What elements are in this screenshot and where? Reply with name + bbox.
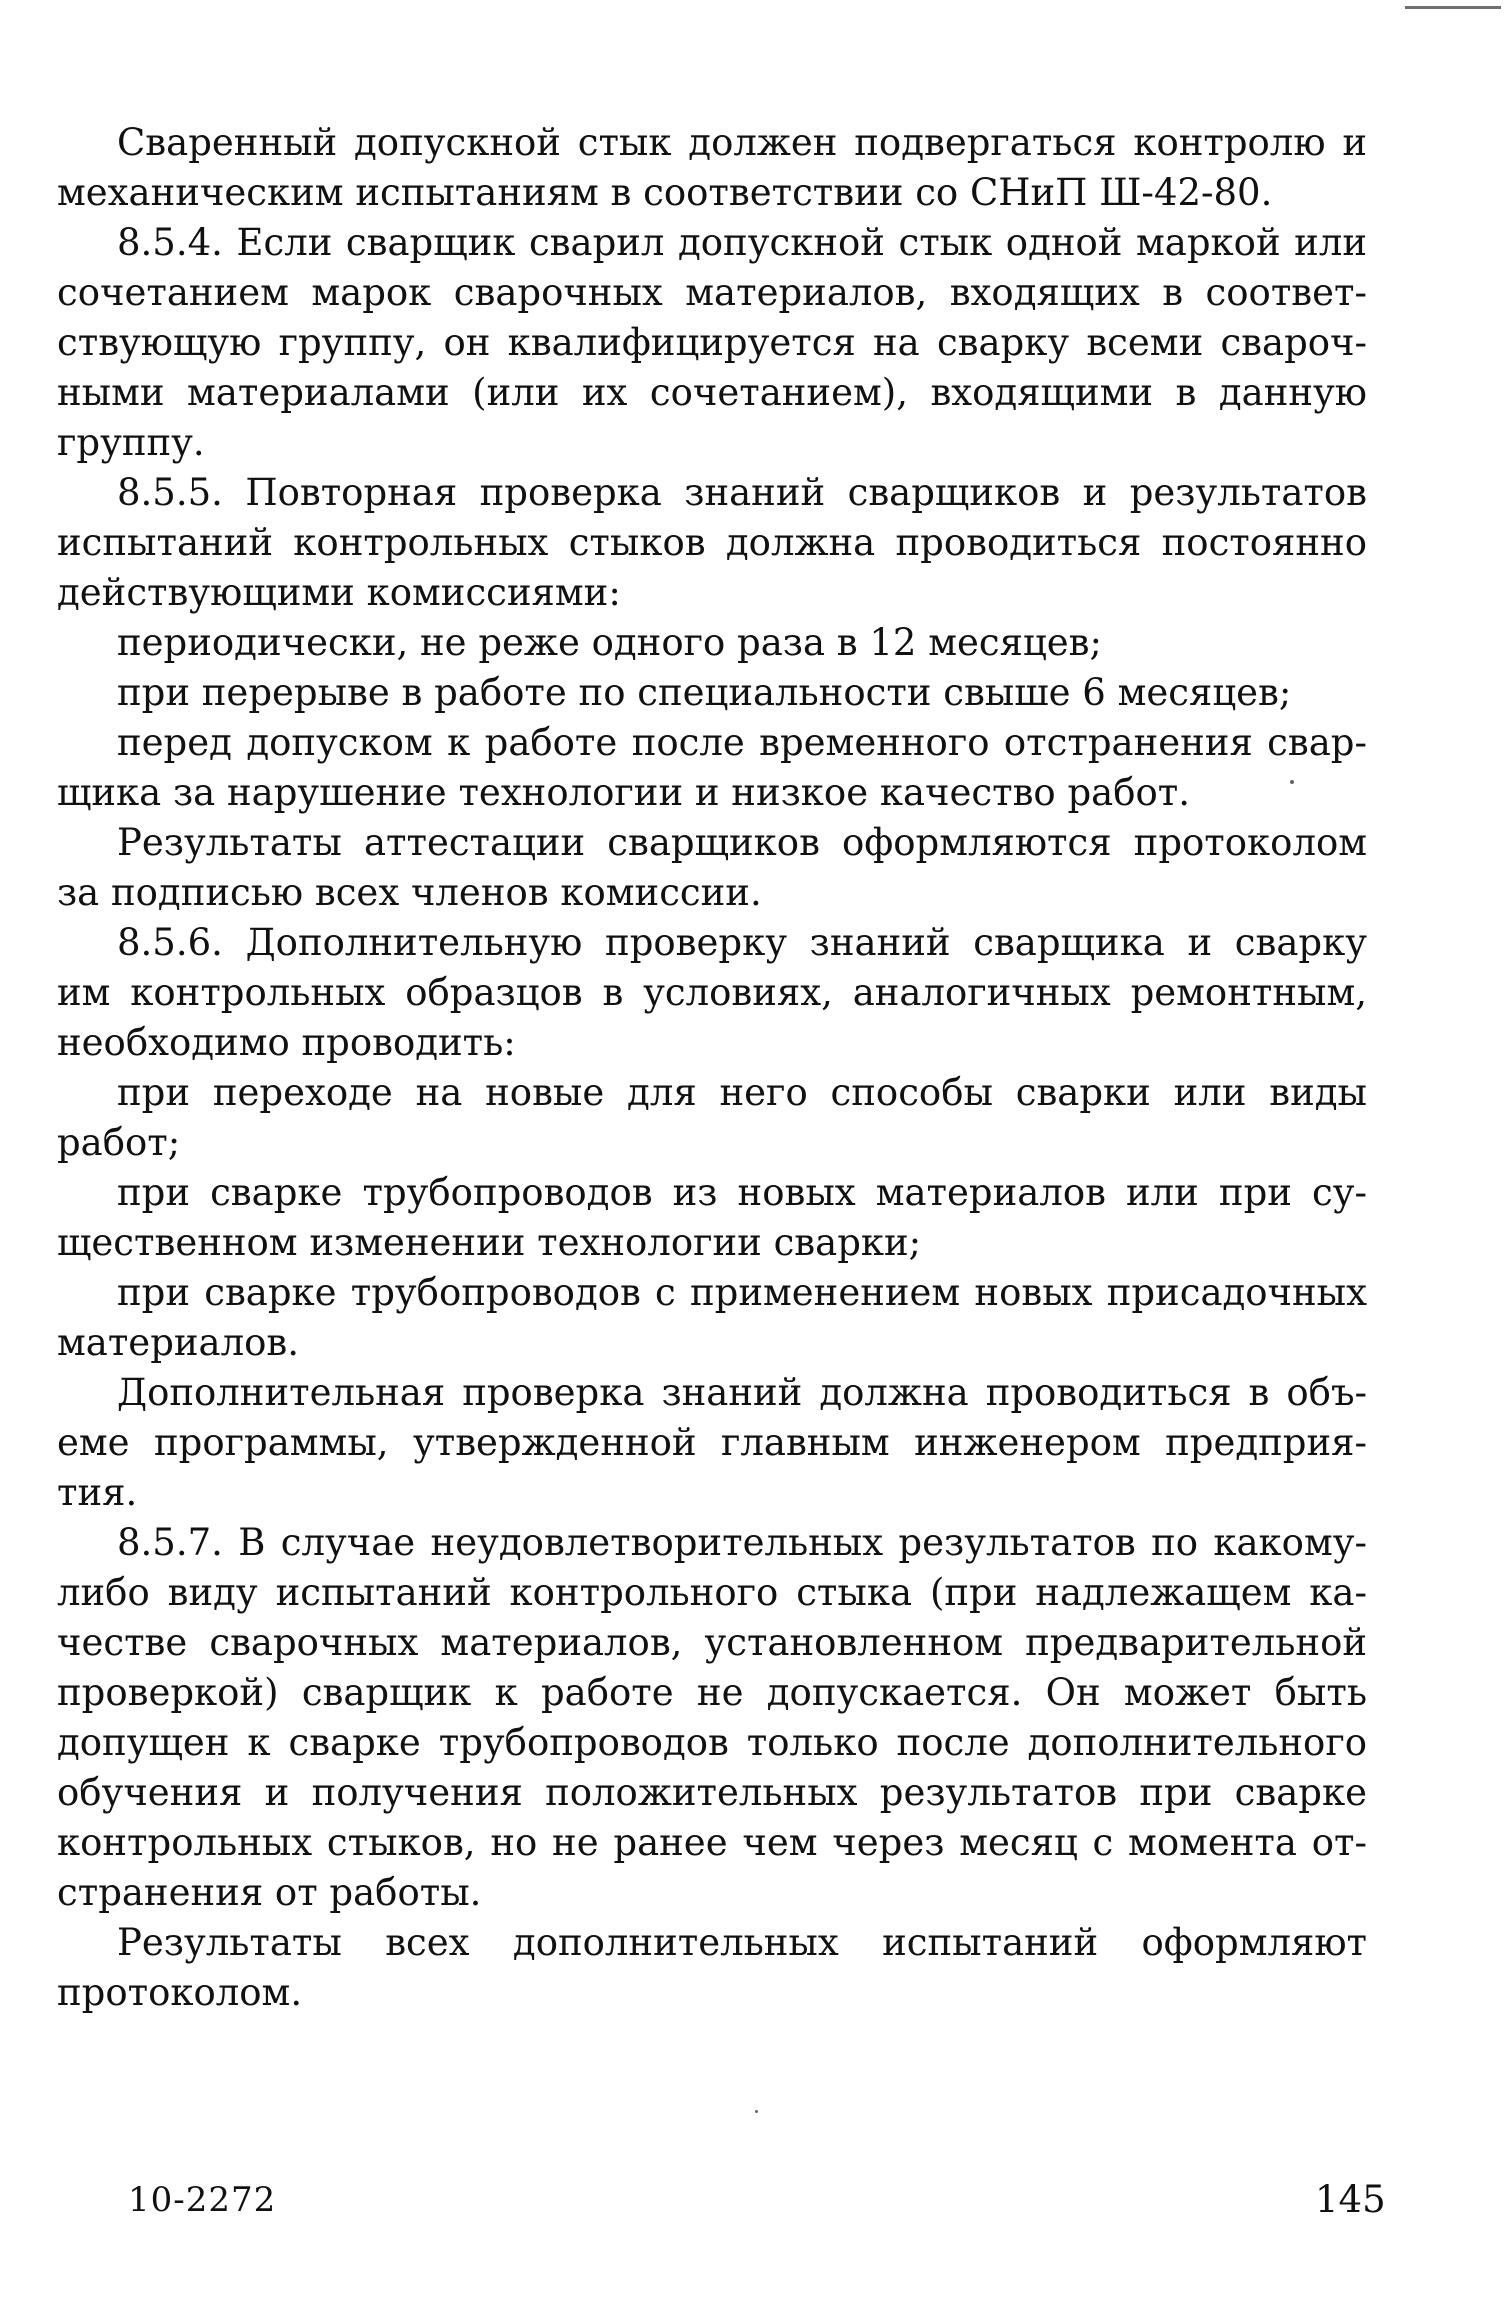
page-body-text	[57, 118, 1367, 2018]
text-line: либо виду испытаний контрольного стыка (при надлежащем ка-	[57, 1571, 1367, 1614]
text-line: щественном изменении технологии сварки;	[57, 1221, 922, 1264]
text-line: группу.	[57, 421, 205, 464]
text-line: 8.5.5. Повторная проверка знаний сварщиков и результатов	[117, 471, 1367, 514]
text-line: работ;	[57, 1121, 181, 1164]
text-line: при перерыве в работе по специальности свыше 6 месяцев;	[117, 671, 1292, 714]
scan-speck	[755, 2110, 758, 2113]
text-line: Сваренный допускной стык должен подвергаться контролю и	[117, 121, 1367, 164]
text-line: периодически, не реже одного раза в 12 месяцев;	[117, 621, 1102, 664]
text-line: механическим испытаниям в соответствии со СНиП Ш-42-80.	[57, 171, 1273, 214]
text-line: протоколом.	[57, 1971, 303, 2014]
text-line: контрольных стыков, но не ранее чем через месяц с момента от-	[57, 1821, 1367, 1864]
text-line: 8.5.7. В случае неудовлетворительных результатов по какому-	[117, 1521, 1367, 1564]
top-edge-rule	[1405, 6, 1501, 9]
text-line: ными материалами (или их сочетанием), входящими в данную	[57, 371, 1367, 414]
text-line: Результаты аттестации сварщиков оформляются протоколом	[117, 821, 1367, 864]
text-line: допущен к сварке трубопроводов только после дополнительного	[57, 1721, 1367, 1764]
text-line: 8.5.6. Дополнительную проверку знаний сварщика и сварку	[117, 921, 1367, 964]
text-line: проверкой) сварщик к работе не допускается. Он может быть	[57, 1671, 1367, 1714]
text-line: странения от работы.	[57, 1871, 482, 1914]
text-line: им контрольных образцов в условиях, аналогичных ремонтным,	[57, 971, 1367, 1014]
scan-speck	[1290, 780, 1294, 784]
text-line: необходимо проводить:	[57, 1021, 516, 1064]
text-line: тия.	[57, 1471, 138, 1514]
text-line: щика за нарушение технологии и низкое качество работ.	[57, 771, 1190, 814]
text-line: при переходе на новые для него способы сварки или виды	[117, 1071, 1367, 1114]
text-line: ствующую группу, он квалифицируется на сварку всеми свароч-	[57, 321, 1367, 364]
text-line: честве сварочных материалов, установленном предварительной	[57, 1621, 1367, 1664]
text-line: Дополнительная проверка знаний должна проводиться в объ-	[117, 1371, 1367, 1414]
text-line: еме программы, утвержденной главным инженером предприя-	[57, 1421, 1367, 1464]
printer-signature: 10-2272	[128, 2180, 277, 2220]
text-line: 8.5.4. Если сварщик сварил допускной стык одной маркой или	[117, 221, 1367, 264]
text-line: испытаний контрольных стыков должна проводиться постоянно	[57, 521, 1367, 564]
text-line: обучения и получения положительных результатов при сварке	[57, 1771, 1367, 1814]
text-line: при сварке трубопроводов из новых материалов или при су-	[117, 1171, 1367, 1214]
text-line: за подписью всех членов комиссии.	[57, 871, 762, 914]
text-line: материалов.	[57, 1321, 299, 1364]
page-number: 145	[1315, 2178, 1386, 2221]
text-line: сочетанием марок сварочных материалов, входящих в соответ-	[57, 271, 1367, 314]
text-line: при сварке трубопроводов с применением новых присадочных	[117, 1271, 1367, 1314]
text-line: перед допуском к работе после временного отстранения свар-	[117, 721, 1367, 764]
text-line: Результаты всех дополнительных испытаний оформляют	[117, 1921, 1367, 1964]
text-line: действующими комиссиями:	[57, 571, 621, 614]
